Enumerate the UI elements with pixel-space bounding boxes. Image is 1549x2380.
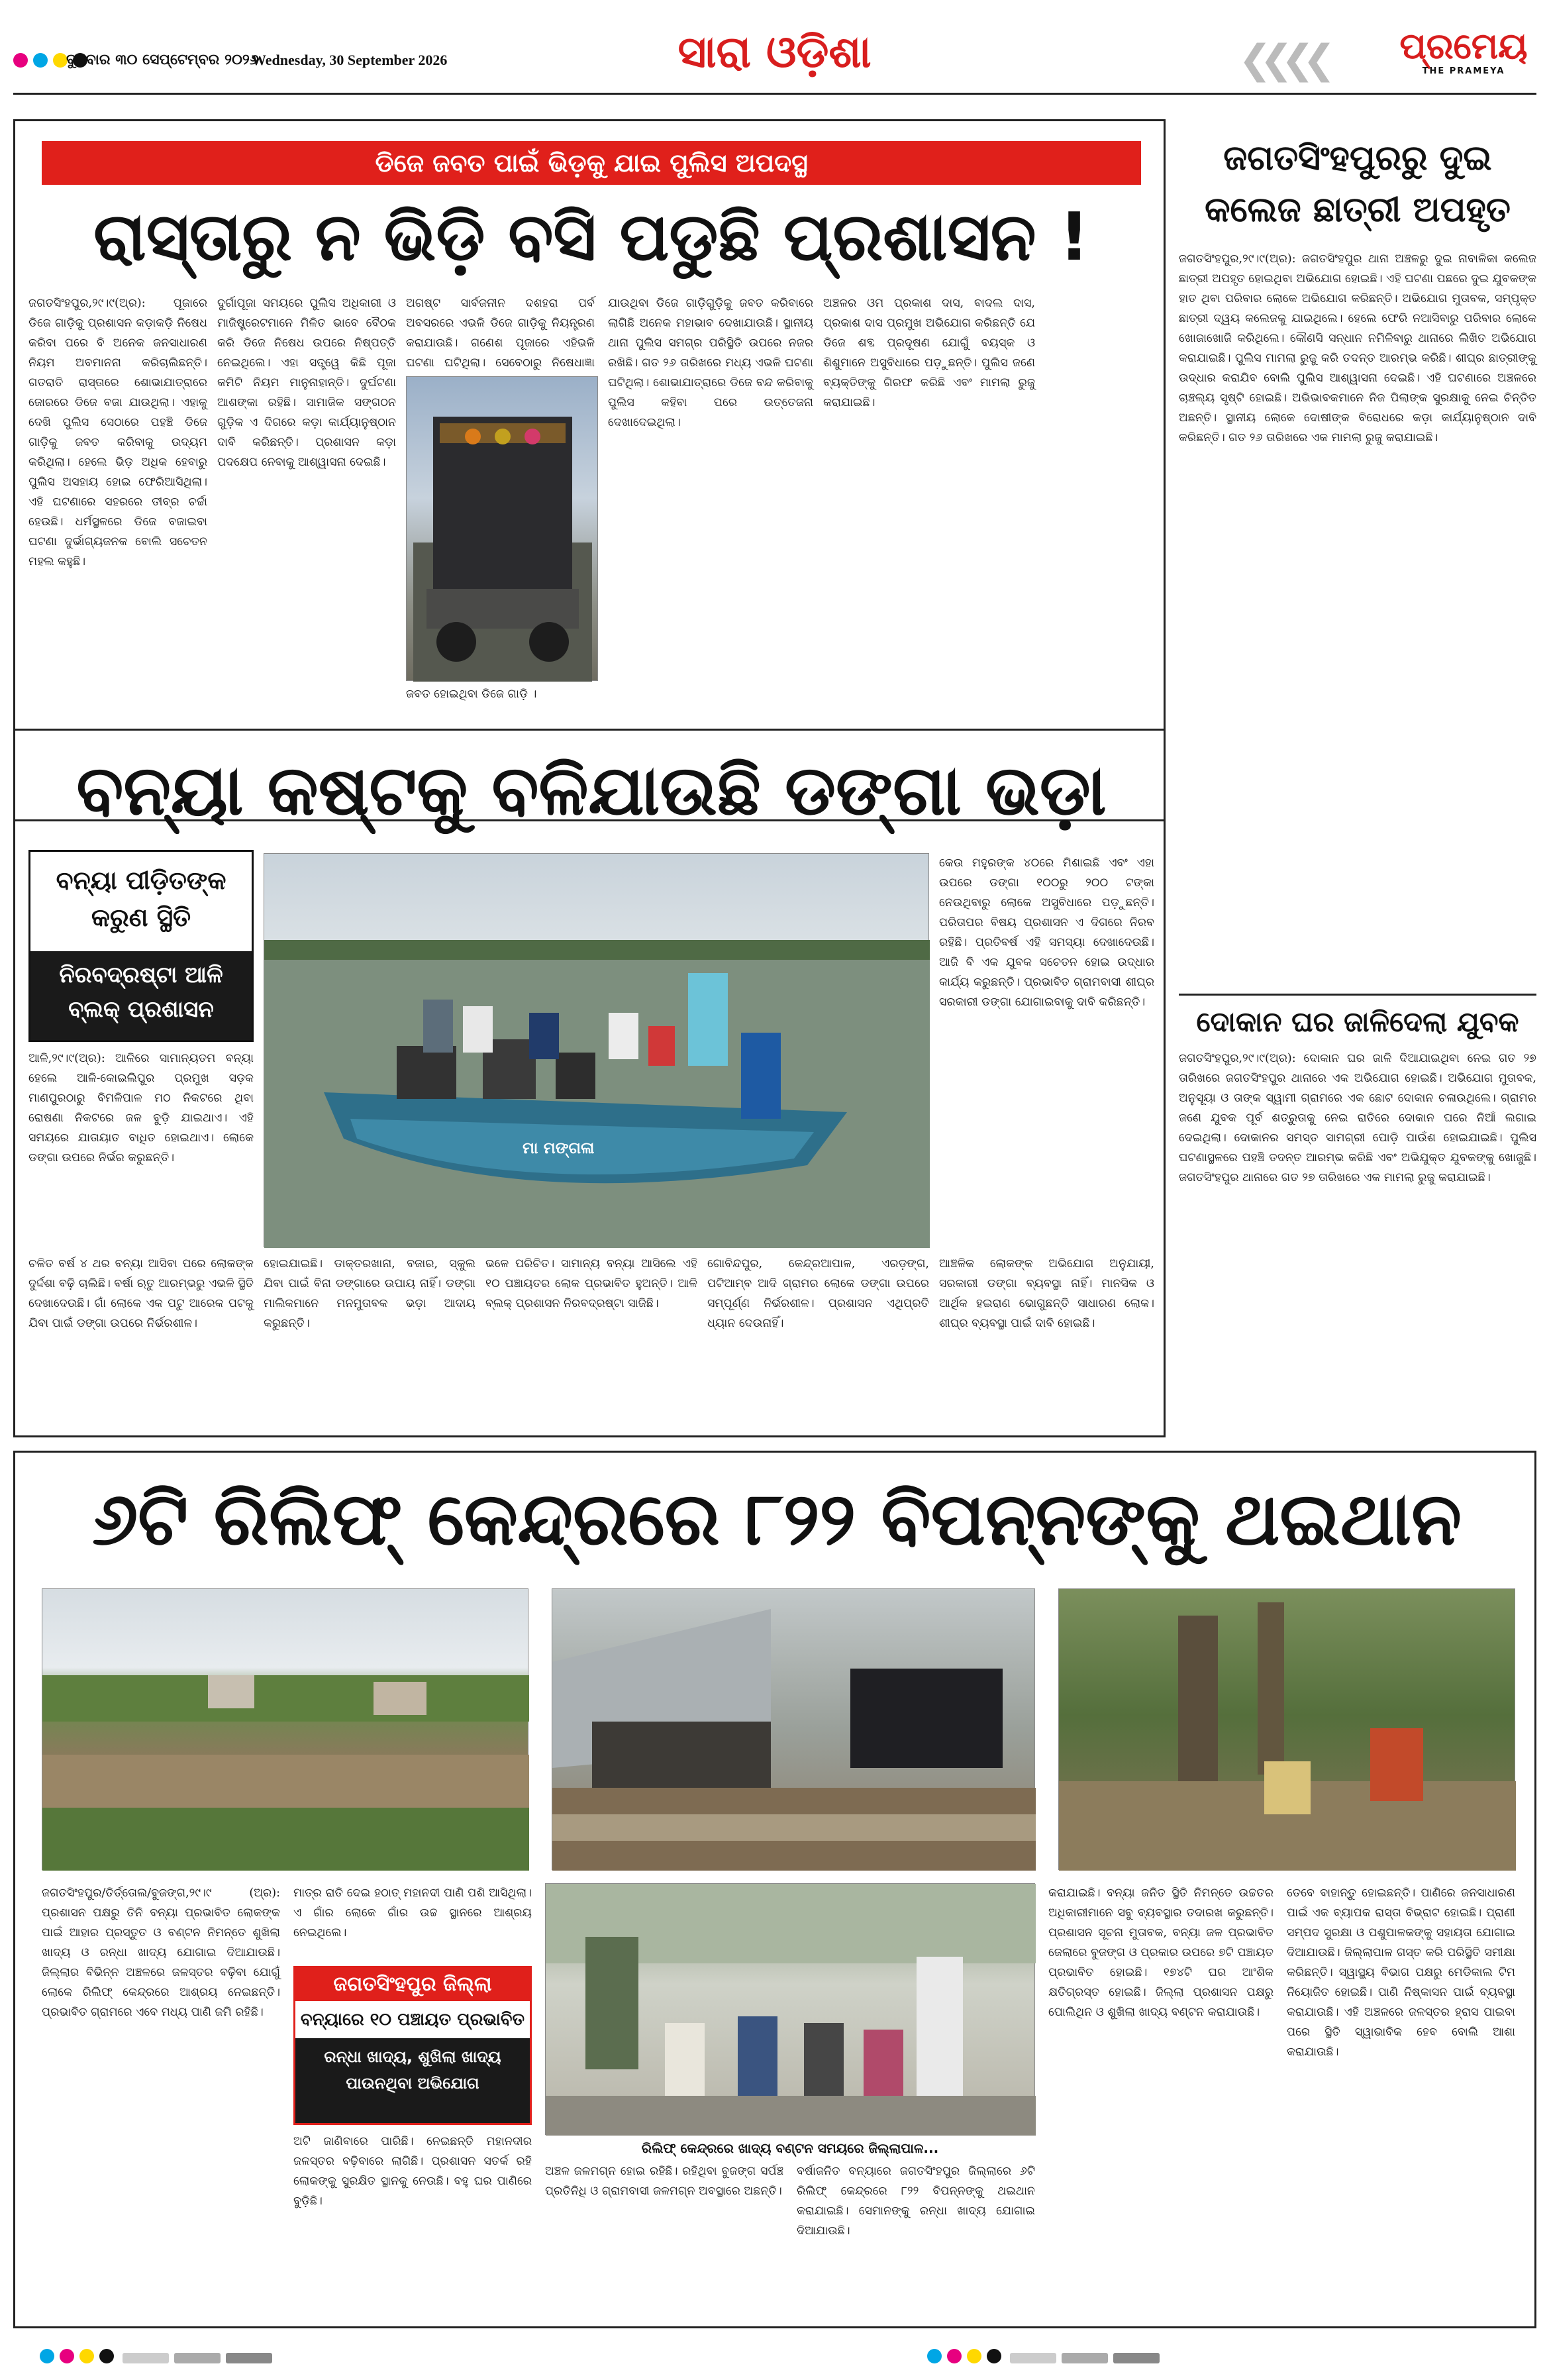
story2-right-col: କେଉ ମହୁରଙ୍କ ୪୦ରେ ମିଶାଇଛି ଏବଂ ଏହା ଉପରେ ଡଙ୍ଗା ୧୦୦ରୁ ୨୦୦ ଟଙ୍କା ନେଉଥିବାରୁ ଲୋକେ ଅସୁବିଧାରେ ପଡ଼ୁଛନ୍ତି। ପରିତାପର ବିଷୟ ପ୍ରଶାସନ ଏ ଦିଗରେ ନିରବ ରହିଛି। ପ୍ରତିବର୍ଷ ଏହି ସମସ୍ୟା ଦେଖାଦେଉଛି। ଆଜି ବି ଏକ ଯୁବକ ସଚେତନ ହୋଇ ଉଦ୍ଧାର କାର୍ଯ୍ୟ କରୁଛନ୍ତି। ପ୍ରଭାବିତ ଗ୍ରାମବାସୀ ଶୀଘ୍ର ସରକାରୀ ଡଙ୍ଗା ଯୋଗାଇବାକୁ ଦାବି କରିଛନ୍ତି। (939, 856, 1154, 1009)
kicker-text: ଡିଜେ ଜବତ ପାଇଁ ଭିଡ଼କୁ ଯାଇ ପୁଲିସ ଅପଦସ୍ଥ (375, 148, 808, 178)
story2-col-a: ଚଳିତ ବର୍ଷ ୪ ଥର ବନ୍ୟା ଆସିବା ପରେ ଲୋକଙ୍କ ଦୁର୍ଦ୍ଦଶା ବଢ଼ି ଚାଲିଛି। ବର୍ଷା ଋତୁ ଆରମ୍ଭରୁ ଏଭଳି ସ୍ଥିତି ଦେଖାଦେଉଛି। ଗାଁ ଲୋକେ ଏକ ପଟୁ ଆରେକ ପଟକୁ ଯିବା ପାଇଁ ଡଙ୍ଗା ଉପରେ ନିର୍ଭରଶୀଳ। (28, 1257, 254, 1330)
story2-left-col: ଆଳି,୨୯।୯(ଅ୍ର): ଆଳିରେ ସାମାନ୍ୟତମ ବନ୍ୟା ହେଲେ ଆଳି-କୋଇଲିପୁର ପ୍ରମୁଖ ସଡ଼କ ମାଣପୁରଠାରୁ ବିମଳିପାଳ ମଠ ନିକଟରେ ଥିବା ରୋଷଣା ନିକଟରେ ଜଳ ବୁଡ଼ି ଯାଇଥାଏ। ଏହି ସମୟରେ ଯାତାୟାତ ବାଧିତ ହୋଇଥାଏ। ଲୋକେ ଡଙ୍ଗା ଉପରେ ନିର୍ଭର କରୁଛନ୍ତି। (28, 1052, 254, 1164)
flood-label-top: ବନ୍ୟା ପୀଡ଼ିତଙ୍କ କରୁଣ ସ୍ଥିତି (56, 866, 226, 932)
side1-headline: ଜଗତସିଂହପୁରରୁ ଦୁଇ କଲେଜ ଛାତ୍ରୀ ଅପହୃତ (1205, 138, 1511, 230)
story3-col6: ତେବେ ବାହାନ୍ତୁ ହୋଇଛନ୍ତି। ପାଣିରେ ଜନସାଧାରଣ ପାଇଁ ଏକ ବ୍ୟାପକ ରାସ୍ତା ବିଭ୍ରାଟ ହୋଇଛି। ପ୍ରାଣୀ ସମ୍ପଦ ସୁରକ୍ଷା ଓ ପଶୁପାଳକଙ୍କୁ ସହାୟତା ଯୋଗାଇ ଦିଆଯାଉଛି। ଜିଲ୍ଲାପାଳ ଗସ୍ତ କରି ପରିସ୍ଥିତି ସମୀକ୍ଷା କରିଛନ୍ତି। ସ୍ୱାସ୍ଥ୍ୟ ବିଭାଗ ପକ୍ଷରୁ ମେଡିକାଲ ଟିମ ନିୟୋଜିତ ହୋଇଛି। ପାଣି ନିଷ୍କାସନ ପାଇଁ ବ୍ୟବସ୍ଥା କରାଯାଉଛି। ଏହି ଅଞ୍ଚଳରେ ଜଳସ୍ତର ହ୍ରାସ ପାଇବା ପରେ ସ୍ଥିତି ସ୍ୱାଭାବିକ ହେବ ବୋଲି ଆଶା କରାଯାଉଛି। (1287, 1887, 1515, 2059)
brand-name: ପ୍ରମେୟ (1399, 25, 1528, 67)
story3-headline: ୬ଟି ରିଲିଫ୍ କେନ୍ଦ୍ରରେ ୮୨୨ ବିପନ୍ନଙ୍କୁ ଥଇଥାନ (92, 1476, 1462, 1561)
story2-col-c: ଭଳେ ପରିଚିତ। ସାମାନ୍ୟ ବନ୍ୟା ଆସିଲେ ଏହି ୧୦ ପଞ୍ଚାୟତର ଲୋକ ପ୍ରଭାବିତ ହୁଅନ୍ତି। ଆଳି ବ୍ଲକ୍ ପ୍ରଶାସନ ନିରବଦ୍ରଷ୍ଟା ସାଜିଛି। (485, 1257, 697, 1310)
page-header (0, 0, 1549, 123)
flood-boat-photo (264, 853, 929, 1247)
story1-col3: ଅଗଷ୍ଟ ସାର୍ବଜନୀନ ଦଶହରା ପର୍ବ ଅବସରରେ ଏଭଳି ଡିଜେ ଗାଡ଼ିକୁ ନିୟନ୍ତ୍ରଣ କରାଯାଉଛି। ଗଣେଶ ପୂଜାରେ ଏହିଭଳି ଘଟଣା ଘଟିଥିଲା। ସେବେଠାରୁ ନିଷେଧାଜ୍ଞା (406, 297, 595, 370)
story3-col5: କରାଯାଇଛି। ବନ୍ୟା ଜନିତ ସ୍ଥିତି ନିମନ୍ତେ ଉଚ୍ଚତର ଅଧିକାରୀମାନେ ସବୁ ବ୍ୟବସ୍ଥାର ତଦାରଖ କରୁଛନ୍ତି। ପ୍ରଶାସନ ସୂଚନା ମୁତାବକ, ବନ୍ୟା ଜଳ ପ୍ରଭାବିତ ଜେଲାରେ ବୁଜଙ୍ଗ ଓ ପ୍ରକାର ଉପରେ ୭ଟି ପଞ୍ଚାୟତ ପ୍ରଭାବିତ ହୋଇଛି। ୧୭୪ଟି ଘର ଆଂଶିକ କ୍ଷତିଗ୍ରସ୍ତ ହୋଇଛି। ଜିଲ୍ଲା ପ୍ରଶାସନ ପକ୍ଷରୁ ପୋଲିଥିନ ଓ ଶୁଖିଲା ଖାଦ୍ୟ ବଣ୍ଟନ କରାଯାଉଛି। (1048, 1887, 1274, 2019)
side-story-shop-fire (1179, 994, 1536, 1437)
header-chevrons: ❮❮❮❮ (1238, 36, 1324, 83)
side-story-abduction (1179, 119, 1536, 980)
story1-headline: ରାସ୍ତାରୁ ନ ଭିଡ଼ି ବସି ପଡୁଛି ପ୍ରଶାସନ ! (93, 198, 1089, 276)
header-date-en: Wednesday, 30 September 2026 (252, 52, 448, 68)
brand-logo (1397, 26, 1530, 76)
story3-col2a: ମାତ୍ର ରାତି ଦେଇ ହଠାତ୍ ମହାନଦୀ ପାଣି ପଶି ଆସିଥିଲା। ଏ ଗାଁର ଲୋକେ ଗାଁର ଉଚ୍ଚ ସ୍ଥାନରେ ଆଶ୍ରୟ ନେଇଥିଲେ। (293, 1887, 532, 1940)
relief-photo-caption: ରିଲିଫ୍ କେନ୍ଦ୍ରରେ ଖାଦ୍ୟ ବଣ୍ଟନ ସମୟରେ ଜିଲ୍ଲାପାଳ... (641, 2140, 939, 2156)
flood-label-bottom: ନିରବଦ୍ରଷ୍ଟା ଆଳି ବ୍ଲକ୍ ପ୍ରଶାସନ (30, 951, 252, 1040)
story3-col3a: ଅଞ୍ଚଳ ଜଳମଗ୍ନ ହୋଇ ରହିଛି। ରହିଥିବା ବୁଜଙ୍ଗ ସର୍ପଞ୍ଚ ପ୍ରତିନିଧି ଓ ଗ୍ରାମବାସୀ ଜଳମଗ୍ନ ଅବସ୍ଥାରେ ଅଛନ୍ତି। (545, 2165, 783, 2198)
relief-info-box (293, 1966, 532, 2125)
relief-box-line: ବନ୍ୟାରେ ୧୦ ପଞ୍ଚାୟତ ପ୍ରଭାବିତ (300, 2010, 525, 2030)
brand-subtitle: THE PRAMEYA (1422, 66, 1505, 76)
story1-col1: ଜଗତସିଂହପୁର,୨୯।୯(ଅ୍ର): ପୂଜାରେ ଡିଜେ ଗାଡ଼ିକୁ ପ୍ରଶାସନ କଡ଼ାକଡ଼ି ନିଷେଧ କରିବା ପରେ ବି ଅନେକ ଜନସାଧାରଣ ନିୟମ ଅବମାନନା କରିଚାଲିଛନ୍ତି। ଗତରାତି ରାସ୍ତାରେ ଶୋଭାଯାତ୍ରାରେ ଜୋରରେ ଡିଜେ ବଜା ଯାଉଥିଲା। ଏହାକୁ ଦେଖି ପୁଲିସ ସେଠାରେ ପହଞ୍ଚି ଡିଜେ ଗାଡ଼ିକୁ ଜବତ କରିବାକୁ ଉଦ୍ୟମ କରିଥିଲା। ହେଲେ ଭିଡ଼ ଅଧିକ ହେବାରୁ ପୁଲିସ ଅସହାୟ ହୋଇ ଫେରିଆସିଥିଲା। ଏହି ଘଟଣାରେ ସହରରେ ତୀବ୍ର ଚର୍ଚ୍ଚା ହେଉଛି। ଧର୍ମସ୍ଥଳରେ ଡିଜେ ବଜାଇବା ଘଟଣା ଦୁର୍ଭାଗ୍ୟଜନକ ବୋଲି ସଚେତନ ମହଲ କହୁଛି। (28, 297, 207, 568)
dj-photo-caption: ଜବତ ହୋଇଥିବା ଡିଜେ ଗାଡ଼ି । (406, 688, 537, 701)
flooded-village-photo (42, 1588, 528, 1870)
story2-headline: ବନ୍ୟା କଷ୍ଟକୁ ବଳିଯାଉଛି ଡଙ୍ଗା ଭଡ଼ା (76, 750, 1107, 831)
story3-col2b: ଅଟି ଜାଣିବାରେ ପାରିଛି। ନେଇଛନ୍ତି ମହାନଦୀର ଜଳସ୍ତର ବଢ଼ିବାରେ ଲାଗିଛି। ପ୍ରଶାସନ ସତର୍କ ରହି ଲୋକଙ୍କୁ ସୁରକ୍ଷିତ ସ୍ଥାନକୁ ନେଉଛି। ବହୁ ଘର ପାଣିରେ ବୁଡ଼ିଛି। (293, 2135, 532, 2208)
story-flood-boat-fare (13, 729, 1166, 1437)
boat-name-label: ମା ମଙ୍ଗଳା (523, 1139, 595, 1157)
flooded-tree-photo (1058, 1588, 1515, 1870)
flooded-hut-photo (552, 1588, 1035, 1870)
side2-body: ଜଗତସିଂହପୁର,୨୯।୯(ଅ୍ର): ଦୋକାନ ଘର ଜାଳି ଦିଆଯାଇଥିବା ନେଇ ଗତ ୨୭ ତାରିଖରେ ଜଗତସିଂହପୁର ଥାନାରେ ଏକ ଅଭିଯୋଗ ହୋଇଛି। ଅଭିଯୋଗ ମୁତାବକ, ଅନୁସୂୟା ଓ ତାଙ୍କ ସ୍ୱାମୀ ଗ୍ରାମରେ ଏକ ଛୋଟ ଦୋକାନ ଚଳାଉଥିଲେ। ଗ୍ରାମର ଜଣେ ଯୁବକ ପୂର୍ବ ଶତ୍ରୁତାକୁ ନେଇ ରାତିରେ ଦୋକାନ ଘରେ ନିଆଁ ଲଗାଇ ଦେଇଥିଲା। ଦୋକାନର ସମସ୍ତ ସାମଗ୍ରୀ ପୋଡ଼ି ପାଉଁଶ ହୋଇଯାଇଛି। ପୁଲିସ ଘଟଣାସ୍ଥଳରେ ପହଞ୍ଚି ତଦନ୍ତ ଆରମ୍ଭ କରିଛି ଏବଂ ଅଭିଯୁକ୍ତ ଯୁବକଙ୍କୁ ଖୋଜୁଛି। ଜଗତସିଂହପୁର ଥାନାରେ ଗତ ୨୭ ତାରିଖରେ ଏକ ମାମଲା ରୁଜୁ କରାଯାଇଛି। (1179, 1052, 1536, 1184)
story-dj-seizure (13, 119, 1166, 821)
relief-box-title: ଜଗତସିଂହପୁର ଜିଲ୍ଲା (295, 1968, 530, 2001)
footer-registration-marks (13, 2345, 1536, 2371)
flood-label-box (28, 850, 254, 1042)
section-title: ସାରା ଓଡ଼ିଶା (677, 26, 872, 78)
relief-centre-photo (545, 1883, 1035, 2135)
story1-col5: ଅଞ୍ଚଳର ଓମ ପ୍ରକାଶ ଦାସ, ବାଦଲ ଦାସ, ପ୍ରକାଶ ଦାସ ପ୍ରମୁଖ ଅଭିଯୋଗ କରିଛନ୍ତି ଯେ ଡିଜେ ଶବ୍ଦ ପ୍ରଦୂଷଣ ଯୋଗୁଁ ବୟସ୍କ ଓ ଶିଶୁମାନେ ଅସୁବିଧାରେ ପଡ଼ୁଛନ୍ତି। ପୁଲିସ ଜଣେ ବ୍ୟକ୍ତିଙ୍କୁ ଗିରଫ କରିଛି ଏବଂ ମାମଲା ରୁଜୁ କରାଯାଇଛି। (823, 297, 1035, 409)
story1-col4: ଯାଉଥିବା ଡିଜେ ଗାଡ଼ିଗୁଡ଼ିକୁ ଜବତ କରିବାରେ ଲାଗିଛି ଅନେକ ମହାଭାବ ଦେଖାଯାଉଛି। ସ୍ଥାନୀୟ ଥାନା ପୁଲିସ ସମଗ୍ର ପରିସ୍ଥିତି ଉପରେ ନଜର ରଖିଛି। ଗତ ୨୬ ତାରିଖରେ ମଧ୍ୟ ଏଭଳି ଘଟଣା ଘଟିଥିଲା। ଶୋଭାଯାତ୍ରାରେ ଡିଜେ ବନ୍ଦ କରିବାକୁ ପୁଲିସ କହିବା ପରେ ଉତ୍ତେଜନା ଦେଖାଦେଇଥିଲା। (608, 297, 813, 429)
story3-col4a: ବର୍ଷାଜନିତ ବନ୍ୟାରେ ଜଗତସିଂହପୁର ଜିଲ୍ଲାରେ ୬ଟି ରିଲିଫ୍ କେନ୍ଦ୍ରରେ ୮୨୨ ବିପନ୍ନଙ୍କୁ ଥଇଥାନ କରାଯାଇଛି। ସେମାନଙ୍କୁ ରନ୍ଧା ଖାଦ୍ୟ ଯୋଗାଇ ଦିଆଯାଉଛି। (797, 2165, 1035, 2238)
relief-box-sub: ରନ୍ଧା ଖାଦ୍ୟ, ଶୁଖିଲା ଖାଦ୍ୟ ପାଉନଥିବା ଅଭିଯୋଗ (295, 2038, 530, 2123)
dj-vehicle-photo (406, 376, 598, 681)
story2-col-d: ଗୋବିନ୍ଦପୁର, କେନ୍ଦ୍ରଆପାଳ, ଏରଡ଼ଙ୍ଗ, ପଟିଆମ୍ବ ଆଦି ଗ୍ରାମର ଲୋକେ ଡଙ୍ଗା ଉପରେ ସମ୍ପୂର୍ଣ୍ଣ ନିର୍ଭରଶୀଳ। ପ୍ରଶାସନ ଏଥିପ୍ରତି ଧ୍ୟାନ ଦେଉନାହିଁ। (707, 1257, 929, 1330)
story2-col-b: ହୋଇଯାଇଛି। ଡାକ୍ତରଖାନା, ବଜାର, ସ୍କୁଲ ଯିବା ପାଇଁ ବିନା ଡଙ୍ଗାରେ ଉପାୟ ନାହିଁ। ଡଙ୍ଗା ମାଲିକମାନେ ମନମୁତାବକ ଭଡ଼ା ଆଦାୟ କରୁଛନ୍ତି। (264, 1257, 475, 1330)
story3-col1: ଜଗତସିଂହପୁର/ତିର୍ତ୍ତୋଲ/ବୁଜଙ୍ଗ,୨୯।୯ (ଅ୍ର): ପ୍ରଶାସନ ପକ୍ଷରୁ ତିନି ବନ୍ୟା ପ୍ରଭାବିତ ଲୋକଙ୍କ ପାଇଁ ଆହାର ପ୍ରସ୍ତୁତ ଓ ବଣ୍ଟନ ନିମନ୍ତେ ଶୁଖିଲା ଖାଦ୍ୟ ଓ ରନ୍ଧା ଖାଦ୍ୟ ଯୋଗାଇ ଦିଆଯାଉଛି। ଜିଲ୍ଲାର ବିଭିନ୍ନ ଅଞ୍ଚଳରେ ଜଳସ୍ତର ବଢ଼ିବା ଯୋଗୁଁ ଲୋକେ ରିଲିଫ୍ କେନ୍ଦ୍ରରେ ଆଶ୍ରୟ ନେଇଛନ୍ତି। ପ୍ରଭାବିତ ଗ୍ରାମରେ ଏବେ ମଧ୍ୟ ପାଣି ଜମି ରହିଛି। (42, 1887, 280, 2019)
story-relief-centres (13, 1451, 1536, 2328)
header-date-odia: ବୁଧବାର ୩୦ ସେପ୍ଟେମ୍ବର ୨୦୨୬ (66, 52, 259, 68)
side1-body: ଜଗତସିଂହପୁର,୨୯।୯(ଅ୍ର): ଜଗତସିଂହପୁର ଥାନା ଅଞ୍ଚଳରୁ ଦୁଇ ନାବାଳିକା କଲେଜ ଛାତ୍ରୀ ଅପହୃତ ହୋଇଥିବା ଅଭିଯୋଗ ହୋଇଛି। ଏହି ଘଟଣା ପଛରେ ଦୁଇ ଯୁବକଙ୍କ ହାତ ଥିବା ପରିବାର ଲୋକେ ଅଭିଯୋଗ କରିଛନ୍ତି। ଅଭିଯୋଗ ମୁତାବକ, ସମ୍ପୃକ୍ତ ଛାତ୍ରୀ ଦ୍ୱୟ କଲେଜକୁ ଯାଇଥିଲେ। ହେଲେ ଫେରି ନଆସିବାରୁ ପରିବାର ଲୋକେ ଖୋଜାଖୋଜି କରିଥିଲେ। କୌଣସି ସନ୍ଧାନ ନମିଳିବାରୁ ଥାନାରେ ଲିଖିତ ଅଭିଯୋଗ କରାଯାଇଛି। ପୁଲିସ ମାମଲା ରୁଜୁ କରି ତଦନ୍ତ ଆରମ୍ଭ କରିଛି। ଶୀଘ୍ର ଛାତ୍ରୀଙ୍କୁ ଉଦ୍ଧାର କରାଯିବ ବୋଲି ପୁଲିସ ଆଶ୍ୱାସନା ଦେଇଛି। ଏହି ଘଟଣାରେ ଅଞ୍ଚଳରେ ଚାଞ୍ଚଲ୍ୟ ସୃଷ୍ଟି ହୋଇଛି। ଅଭିଭାବକମାନେ ନିଜ ପିଲାଙ୍କ ସୁରକ୍ଷାକୁ ନେଇ ଚିନ୍ତିତ ଅଛନ୍ତି। ସ୍ଥାନୀୟ ଲୋକେ ଦୋଷୀଙ୍କ ବିରୋଧରେ କଡ଼ା କାର୍ଯ୍ୟାନୁଷ୍ଠାନ ଦାବି କରିଛନ୍ତି। ଗତ ୨୬ ତାରିଖରେ ଏକ ମାମଲା ରୁଜୁ କରାଯାଇଛି। (1179, 252, 1536, 444)
kicker-banner (42, 141, 1141, 185)
story1-col2: ଦୁର୍ଗାପୂଜା ସମୟରେ ପୁଲିସ ଅଧିକାରୀ ଓ ମାଜିଷ୍ଟ୍ରେଟମାନେ ମିଳିତ ଭାବେ ବୈଠକ କରି ଡିଜେ ନିଷେଧ ଉପରେ ନିଷ୍ପତ୍ତି ନେଇଥିଲେ। ଏହା ସତ୍ତ୍ୱେ କିଛି ପୂଜା କମିଟି ନିୟମ ମାନୁନାହାନ୍ତି। ଦୁର୍ଘଟଣା ଆଶଙ୍କା ରହିଛି। ସାମାଜିକ ସଙ୍ଗଠନ ଗୁଡ଼ିକ ଏ ଦିଗରେ କଡ଼ା କାର୍ଯ୍ୟାନୁଷ୍ଠାନ ଦାବି କରିଛନ୍ତି। ପ୍ରଶାସନ କଡ଼ା ପଦକ୍ଷେପ ନେବାକୁ ଆଶ୍ୱାସନା ଦେଇଛି। (217, 297, 396, 469)
story2-col-e: ଆଞ୍ଚଳିକ ଲୋକଙ୍କ ଅଭିଯୋଗ ଅନୁଯାୟୀ, ସରକାରୀ ଡଙ୍ଗା ବ୍ୟବସ୍ଥା ନାହିଁ। ମାନସିକ ଓ ଆର୍ଥିକ ହଇରାଣ ଭୋଗୁଛନ୍ତି ସାଧାରଣ ଲୋକ। ଶୀଘ୍ର ବ୍ୟବସ୍ଥା ପାଇଁ ଦାବି ହୋଇଛି। (939, 1257, 1154, 1330)
side2-headline: ଦୋକାନ ଘର ଜାଳିଦେଲା ଯୁବକ (1196, 1006, 1519, 1038)
